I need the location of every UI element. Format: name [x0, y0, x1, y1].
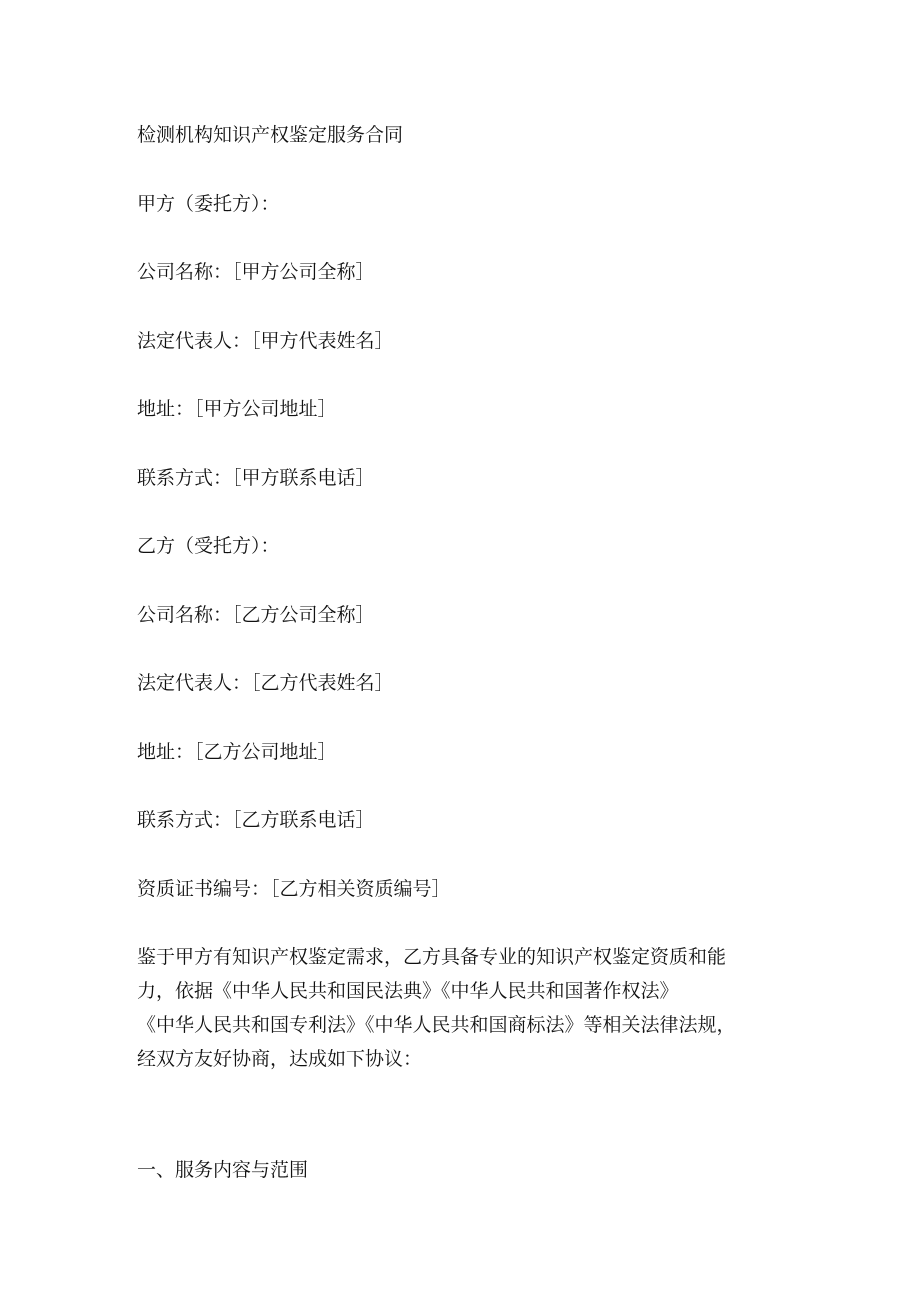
preamble-paragraph — [137, 940, 787, 1076]
preamble-line: 力，依据《中华人民共和国民法典》《中华人民共和国著作权法》 — [137, 980, 679, 1002]
section-1-heading: 一、服务内容与范围 — [137, 1159, 309, 1181]
party-a-company: 公司名称：［甲方公司全称］ — [137, 261, 375, 283]
party-a-contact: 联系方式：［甲方联系电话］ — [137, 467, 375, 489]
preamble-line: 鉴于甲方有知识产权鉴定需求，乙方具备专业的知识产权鉴定资质和能 — [137, 946, 727, 968]
party-b-contact: 联系方式：［乙方联系电话］ — [137, 809, 375, 831]
party-b-certificate: 资质证书编号：［乙方相关资质编号］ — [137, 878, 451, 900]
party-a-representative: 法定代表人：［甲方代表姓名］ — [137, 330, 394, 352]
preamble-line: 《中华人民共和国专利法》《中华人民共和国商标法》等相关法律法规， — [137, 1014, 736, 1036]
document-title: 检测机构知识产权鉴定服务合同 — [137, 124, 404, 146]
party-b-address: 地址：［乙方公司地址］ — [137, 741, 337, 763]
preamble-line: 经双方友好协商，达成如下协议： — [137, 1048, 423, 1070]
party-a-heading: 甲方（委托方）： — [137, 193, 280, 215]
party-b-company: 公司名称：［乙方公司全称］ — [137, 604, 375, 626]
party-b-representative: 法定代表人：［乙方代表姓名］ — [137, 672, 394, 694]
party-a-address: 地址：［甲方公司地址］ — [137, 398, 337, 420]
party-b-heading: 乙方（受托方）： — [137, 535, 280, 557]
